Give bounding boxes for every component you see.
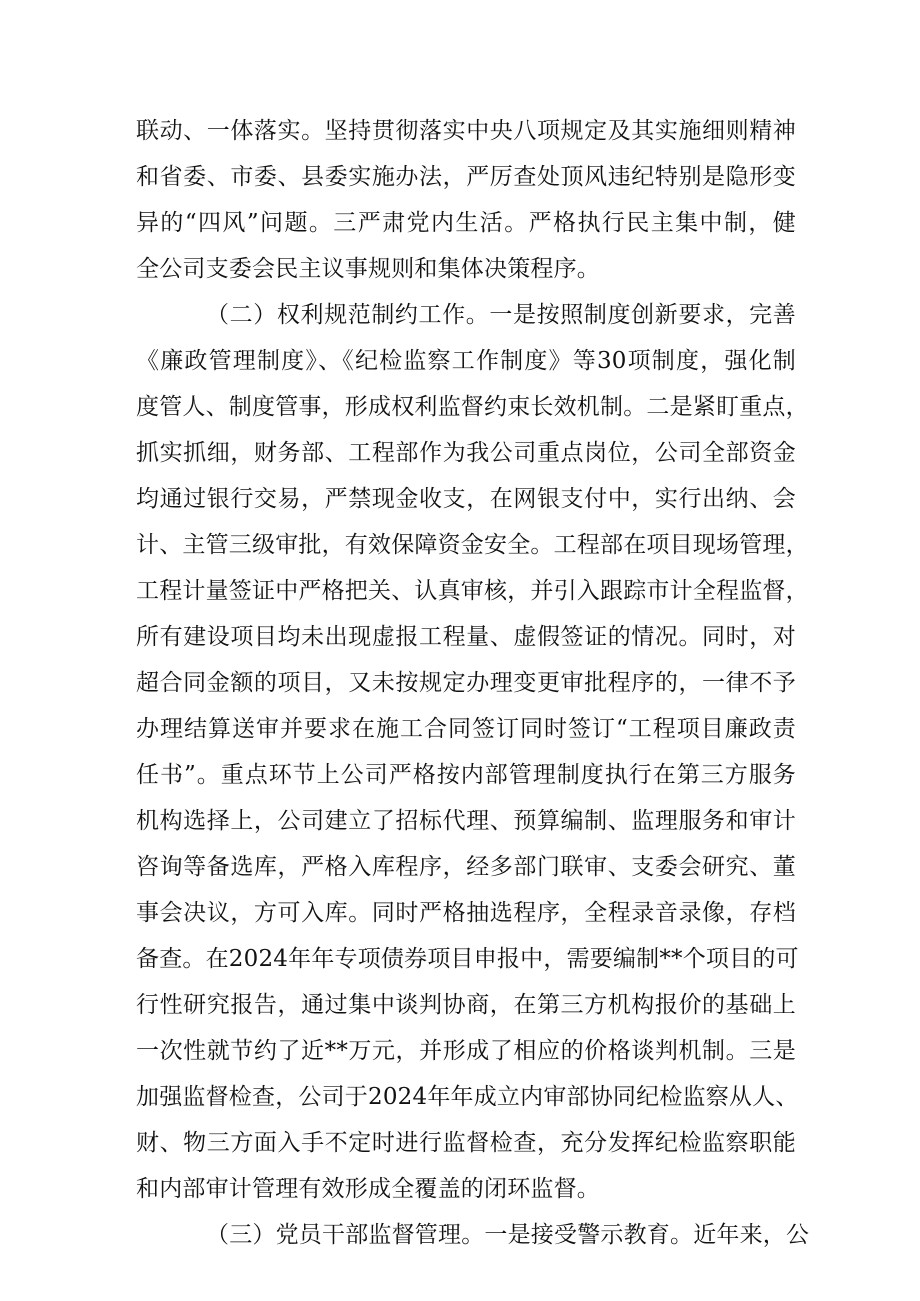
text-line: （三）党员干部监督管理。一是接受警示教育。近年来，公 (206, 1222, 810, 1248)
text-line: 度管人、制度管事，形成权利监督约束长效机制。二是紧盯重点， (136, 394, 809, 420)
text-line: 抓实抓细，财务部、工程部作为我公司重点岗位，公司全部资金 (136, 440, 796, 466)
text-line: 计、主管三级审批，有效保障资金安全。工程部在项目现场管理， (136, 532, 809, 558)
text-line: 均通过银行交易，严禁现金收支，在网银支付中，实行出纳、会 (136, 486, 796, 512)
text-line: 事会决议，方可入库。同时严格抽选程序，全程录音录像，存档 (136, 900, 796, 926)
text-line: 咨询等备选库，严格入库程序，经多部门联审、支委会研究、董 (136, 854, 796, 880)
text-line: 备查。在2024年年专项债券项目申报中，需要编制**个项目的可 (136, 946, 799, 972)
text-line: 办理结算送审并要求在施工合同签订同时签订“工程项目廉政责 (136, 716, 796, 742)
text-line: 加强监督检查，公司于2024年年成立内审部协同纪检监察从人、 (136, 1084, 799, 1110)
text-line: 一次性就节约了近**万元，并形成了相应的价格谈判机制。三是 (136, 1038, 796, 1064)
text-line: 财、物三方面入手不定时进行监督检查，充分发挥纪检监察职能 (136, 1130, 796, 1156)
text-line: 联动、一体落实。坚持贯彻落实中央八项规定及其实施细则精神 (136, 118, 796, 144)
text-line: 机构选择上，公司建立了招标代理、预算编制、监理服务和审计 (136, 808, 796, 834)
text-line: 《廉政管理制度》、《纪检监察工作制度》等30项制度，强化制 (136, 348, 796, 374)
text-line: 超合同金额的项目，又未按规定办理变更审批程序的，一律不予 (136, 670, 796, 696)
text-line: 工程计量签证中严格把关、认真审核，并引入跟踪市计全程监督， (136, 578, 809, 604)
text-line: 全公司支委会民主议事规则和集体决策程序。 (136, 256, 600, 282)
text-line: 和省委、市委、县委实施办法，严厉查处顶风违纪特别是隐形变 (136, 164, 796, 190)
text-line: 行性研究报告，通过集中谈判协商，在第三方机构报价的基础上 (136, 992, 796, 1018)
text-line: 所有建设项目均未出现虚报工程量、虚假签证的情况。同时，对 (136, 624, 796, 650)
text-line: 异的“四风”问题。三严肃党内生活。严格执行民主集中制，健 (136, 210, 796, 236)
document-body (136, 108, 810, 1258)
text-line: （二）权利规范制约工作。一是按照制度创新要求，完善 (206, 302, 796, 328)
text-line: 任书”。重点环节上公司严格按内部管理制度执行在第三方服务 (136, 762, 796, 788)
text-line: 和内部审计管理有效形成全覆盖的闭环监督。 (136, 1176, 600, 1202)
